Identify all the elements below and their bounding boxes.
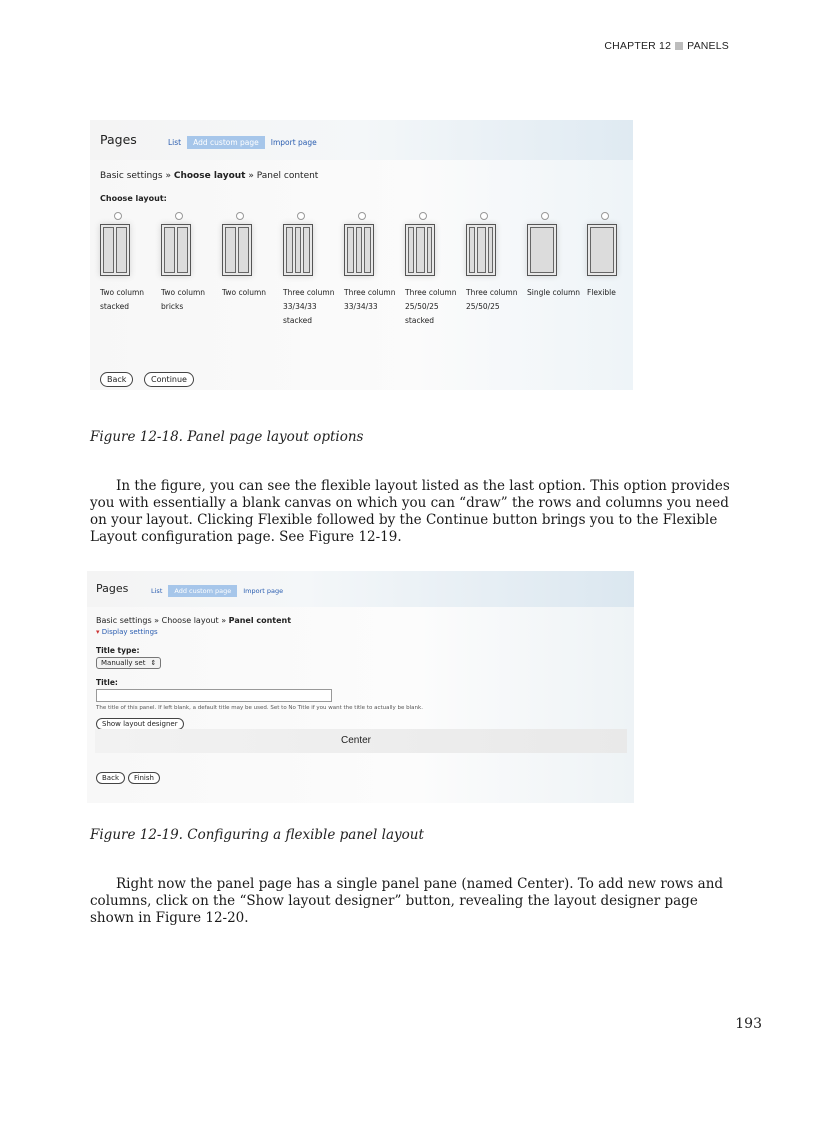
title-type-value: Manually set: [101, 659, 146, 667]
figure-12-18-screenshot: [90, 120, 633, 390]
figure-12-19-screenshot: [87, 571, 634, 803]
layout-name: Two column stacked: [100, 288, 145, 311]
separator-square-icon: [675, 42, 683, 50]
layout-radio[interactable]: [480, 212, 488, 220]
layout-name: Three column 25/50/25 stacked: [405, 288, 457, 325]
continue-button[interactable]: Continue: [144, 372, 194, 387]
tab-import-page[interactable]: Import page: [243, 587, 284, 595]
title-help-text: The title of this panel. If left blank, a default title may be used. Set to No Title if you want the title to actually be blank.: [96, 705, 423, 711]
tab-add-custom-page[interactable]: Add custom page: [168, 585, 237, 597]
breadcrumb: [100, 171, 318, 181]
layout-name: Three column 25/50/25: [466, 288, 518, 311]
back-button[interactable]: Back: [100, 372, 133, 387]
center-panel-label: Center: [341, 735, 372, 746]
paragraph-text: Right now the panel page has a single panel pane (named Center). To add new rows and columns, click on the “Show layout designer” button, revealing the layout designer page shown in Figure 12-20.: [90, 876, 724, 926]
tab-import-page[interactable]: Import page: [270, 138, 317, 147]
layout-name: Three column 33/34/33 stacked: [283, 288, 335, 325]
layout-option[interactable]: [587, 212, 633, 300]
layout-thumbnail[interactable]: [161, 224, 191, 276]
breadcrumb-panel-content: Panel content: [228, 616, 292, 625]
layout-thumbnail[interactable]: [587, 224, 617, 276]
layout-option[interactable]: [405, 212, 465, 328]
layout-radio[interactable]: [114, 212, 122, 220]
tab-list[interactable]: List: [168, 138, 182, 147]
breadcrumb-separator: »: [248, 171, 254, 181]
tab-bar: [162, 136, 323, 149]
layout-option[interactable]: [100, 212, 160, 314]
breadcrumb: [96, 616, 291, 625]
layout-name: Single column: [527, 288, 581, 297]
layout-option[interactable]: [161, 212, 221, 314]
display-settings-label: Display settings: [101, 628, 158, 636]
choose-layout-label: Choose layout:: [100, 194, 167, 203]
breadcrumb-choose-layout: Choose layout: [173, 171, 246, 181]
layout-thumbnail[interactable]: [466, 224, 496, 276]
paragraph-text: In the figure, you can see the flexible layout listed as the last option. This option provides you with essentially a blank canvas on which you can “draw” the rows and columns you need on your layout. Clicking Flexible followed by the Continue button brings you to the Flexible Layout configuration page. See Figure 12-19.: [90, 478, 730, 545]
figure-caption: Figure 12-19. Configuring a flexible panel layout: [90, 827, 424, 843]
layout-option[interactable]: [527, 212, 587, 300]
page-title: Pages: [96, 582, 129, 595]
running-head: [604, 40, 729, 52]
breadcrumb-basic-settings[interactable]: Basic settings: [100, 171, 163, 181]
layout-radio[interactable]: [541, 212, 549, 220]
layout-option[interactable]: [344, 212, 404, 314]
display-settings-link[interactable]: [96, 628, 158, 636]
select-arrows-icon: ⇕: [150, 659, 157, 667]
breadcrumb-basic-settings[interactable]: Basic settings: [96, 616, 152, 625]
layout-option[interactable]: [222, 212, 282, 300]
breadcrumb-panel-content: Panel content: [256, 171, 319, 181]
title-label: Title:: [96, 678, 118, 687]
layout-option[interactable]: [283, 212, 343, 328]
title-type-label: Title type:: [96, 646, 140, 655]
layout-thumbnail[interactable]: [344, 224, 374, 276]
tab-list[interactable]: List: [151, 587, 163, 595]
layout-name: Two column bricks: [161, 288, 206, 311]
figure-caption: Figure 12-18. Panel page layout options: [90, 429, 364, 445]
layout-radio[interactable]: [358, 212, 366, 220]
page-title: Pages: [100, 132, 137, 147]
layout-radio[interactable]: [175, 212, 183, 220]
chapter-title: PANELS: [687, 40, 729, 52]
layout-name: Two column: [222, 288, 267, 297]
layout-radio[interactable]: [601, 212, 609, 220]
show-layout-designer-button[interactable]: Show layout designer: [96, 718, 184, 730]
breadcrumb-separator: »: [165, 171, 171, 181]
body-paragraph: [90, 478, 730, 546]
collapse-arrow-icon: ▾: [96, 628, 100, 636]
layout-radio[interactable]: [419, 212, 427, 220]
chapter-label: CHAPTER 12: [604, 40, 672, 52]
title-input[interactable]: [96, 689, 332, 702]
layout-thumbnail[interactable]: [222, 224, 252, 276]
breadcrumb-choose-layout[interactable]: Choose layout: [161, 616, 219, 625]
layout-option[interactable]: [466, 212, 526, 314]
layout-radio[interactable]: [236, 212, 244, 220]
page-number: 193: [735, 1016, 762, 1032]
layout-thumbnail[interactable]: [100, 224, 130, 276]
layout-name: Flexible: [587, 288, 616, 297]
tab-bar: [145, 585, 289, 597]
layout-name: Three column 33/34/33: [344, 288, 396, 311]
layout-radio[interactable]: [297, 212, 305, 220]
title-type-select[interactable]: [96, 657, 161, 669]
breadcrumb-separator: »: [154, 616, 160, 625]
finish-button[interactable]: Finish: [128, 772, 160, 784]
back-button[interactable]: Back: [96, 772, 125, 784]
layout-thumbnail[interactable]: [405, 224, 435, 276]
tab-add-custom-page[interactable]: Add custom page: [187, 136, 265, 149]
body-paragraph: [90, 876, 730, 927]
layout-thumbnail[interactable]: [527, 224, 557, 276]
layout-thumbnail[interactable]: [283, 224, 313, 276]
breadcrumb-separator: »: [221, 616, 227, 625]
